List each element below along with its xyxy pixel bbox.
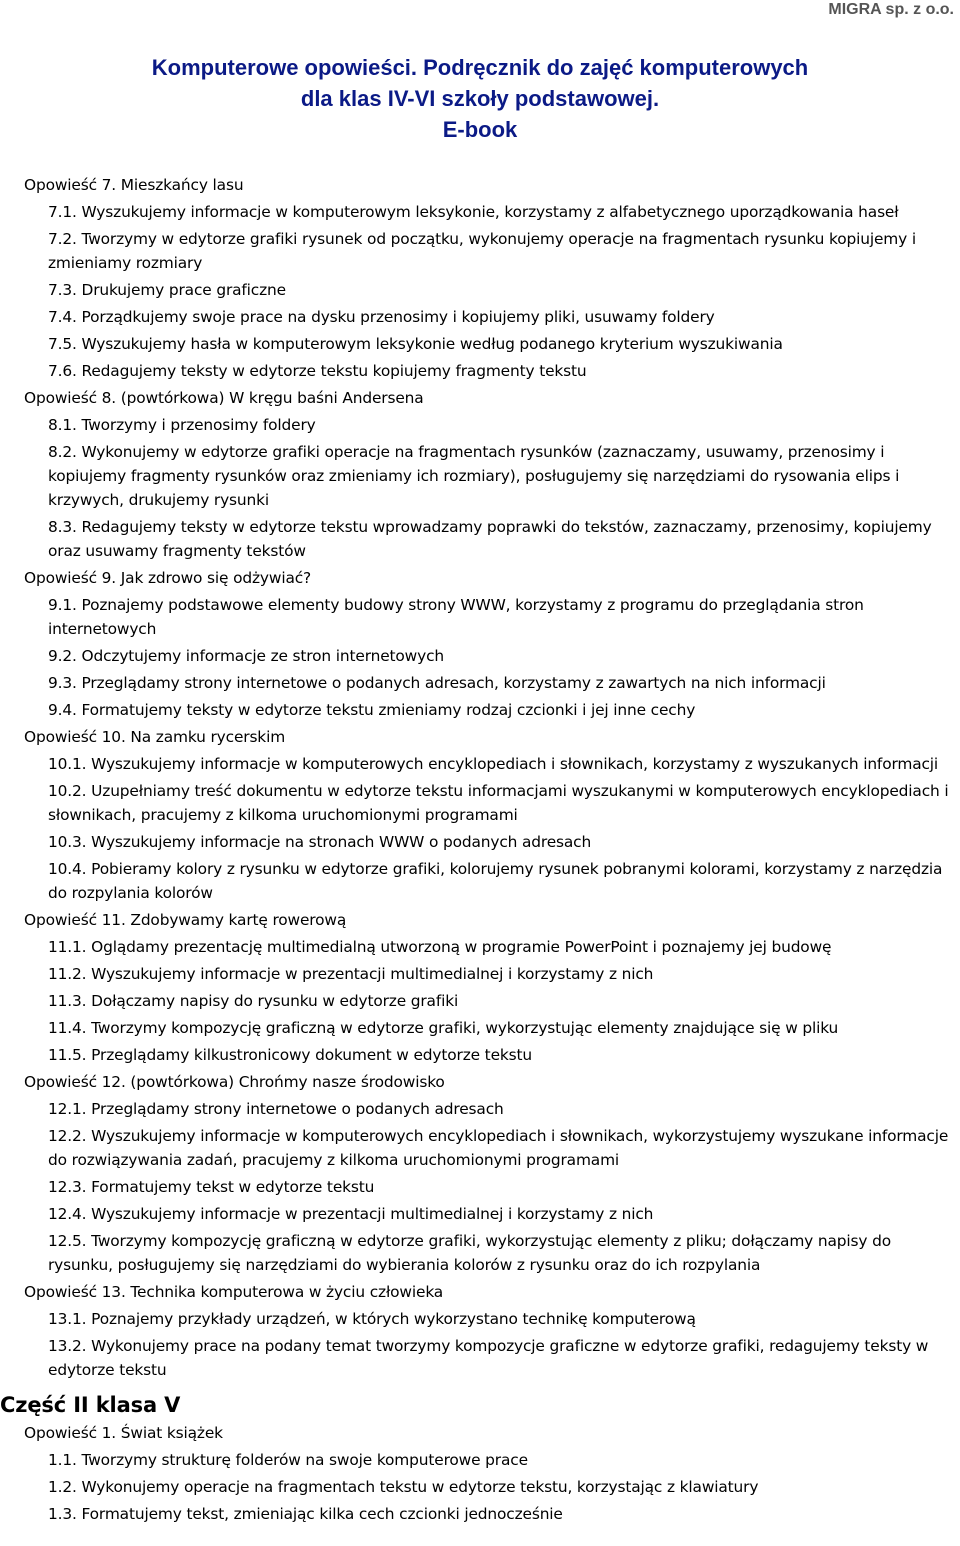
lesson-item: 11.1. Oglądamy prezentację multimedialną utworzoną w programie PowerPoint i poznajemy jej budowę bbox=[48, 938, 832, 956]
lesson-item: 7.6. Redagujemy teksty w edytorze tekstu kopiujemy fragmenty tekstu bbox=[48, 362, 587, 380]
story-heading: Opowieść 9. Jak zdrowo się odżywiać? bbox=[24, 569, 312, 587]
lesson-item: 8.3. Redagujemy teksty w edytorze tekstu wprowadzamy poprawki do tekstów, zaznaczamy, przenosimy, kopiujemy oraz usuwamy fragmenty tekstów bbox=[48, 518, 932, 560]
story-heading: Opowieść 7. Mieszkańcy lasu bbox=[24, 176, 244, 194]
story-heading: Opowieść 11. Zdobywamy kartę rowerową bbox=[24, 911, 347, 929]
lesson-item: 9.2. Odczytujemy informacje ze stron internetowych bbox=[48, 647, 444, 665]
lesson-item: 12.5. Tworzymy kompozycję graficzną w edytorze grafiki, wykorzystując elementy z pliku; dołączamy napisy do rysunku, posługujemy się narzędziami do wybierania kolorów z rysunku oraz do ich rozpylania bbox=[48, 1232, 891, 1274]
lesson-item: 10.1. Wyszukujemy informacje w komputerowych encyklopediach i słownikach, korzystamy z wyszukanych informacji bbox=[48, 755, 939, 773]
lesson-item: 1.3. Formatujemy tekst, zmieniając kilka cech czcionki jednocześnie bbox=[48, 1505, 563, 1523]
title-line-2: dla klas IV-VI szkoły podstawowej. bbox=[300, 86, 660, 111]
lesson-item: 9.3. Przeglądamy strony internetowe o podanych adresach, korzystamy z zawartych na nich informacji bbox=[48, 674, 826, 692]
lesson-item: 10.4. Pobieramy kolory z rysunku w edytorze grafiki, kolorujemy rysunek pobranymi kolorami, korzystamy z narzędzia do rozpylania kolorów bbox=[48, 860, 943, 902]
lesson-item: 12.2. Wyszukujemy informacje w komputerowych encyklopediach i słownikach, wykorzystujemy wyszukane informacje do rozwiązywania zadań, pracujemy z kilkoma uruchomionymi programami bbox=[48, 1127, 949, 1169]
lesson-item: 10.2. Uzupełniamy treść dokumentu w edytorze tekstu informacjami wyszukanymi w komputerowych encyklopediach i słownikach, pracujemy z kilkoma uruchomionymi programami bbox=[48, 782, 949, 824]
table-of-contents bbox=[0, 173, 960, 1529]
lesson-item: 8.1. Tworzymy i przenosimy foldery bbox=[48, 416, 316, 434]
lesson-item: 12.4. Wyszukujemy informacje w prezentacji multimedialnej i korzystamy z nich bbox=[48, 1205, 654, 1223]
lesson-item: 1.1. Tworzymy strukturę folderów na swoje komputerowe prace bbox=[48, 1451, 528, 1469]
lesson-item: 11.4. Tworzymy kompozycję graficzną w edytorze grafiki, wykorzystując elementy znajdujące się w pliku bbox=[48, 1019, 839, 1037]
lesson-item: 7.5. Wyszukujemy hasła w komputerowym leksykonie według podanego kryterium wyszukiwania bbox=[48, 335, 783, 353]
lesson-item: 1.2. Wykonujemy operacje na fragmentach tekstu w edytorze tekstu, korzystając z klawiatury bbox=[48, 1478, 759, 1496]
company-name: MIGRA sp. z o.o. bbox=[828, 1, 954, 18]
lesson-item: 7.2. Tworzymy w edytorze grafiki rysunek od początku, wykonujemy operacje na fragmentach rysunku kopiujemy i zmieniamy rozmiary bbox=[48, 230, 916, 272]
lesson-item: 13.1. Poznajemy przykłady urządzeń, w których wykorzystano technikę komputerową bbox=[48, 1310, 696, 1328]
lesson-item: 7.3. Drukujemy prace graficzne bbox=[48, 281, 286, 299]
lesson-item: 13.2. Wykonujemy prace na podany temat tworzymy kompozycje graficzne w edytorze grafiki, redagujemy teksty w edytorze tekstu bbox=[48, 1337, 929, 1379]
lesson-item: 12.1. Przeglądamy strony internetowe o podanych adresach bbox=[48, 1100, 504, 1118]
lesson-item: 9.4. Formatujemy teksty w edytorze tekstu zmieniamy rodzaj czcionki i jej inne cechy bbox=[48, 701, 696, 719]
story-heading: Opowieść 13. Technika komputerowa w życiu człowieka bbox=[24, 1283, 444, 1301]
lesson-item: 11.5. Przeglądamy kilkustronicowy dokument w edytorze tekstu bbox=[48, 1046, 533, 1064]
title-line-3: E-book bbox=[442, 117, 518, 142]
page-title bbox=[0, 52, 960, 145]
lesson-item: 7.1. Wyszukujemy informacje w komputerowym leksykonie, korzystamy z alfabetycznego uporządkowania haseł bbox=[48, 203, 899, 221]
story-heading: Opowieść 1. Świat książek bbox=[24, 1424, 223, 1442]
lesson-item: 11.2. Wyszukujemy informacje w prezentacji multimedialnej i korzystamy z nich bbox=[48, 965, 654, 983]
lesson-item: 7.4. Porządkujemy swoje prace na dysku przenosimy i kopiujemy pliki, usuwamy foldery bbox=[48, 308, 715, 326]
story-heading: Opowieść 10. Na zamku rycerskim bbox=[24, 728, 286, 746]
part-heading: Część II klasa V bbox=[0, 1393, 181, 1417]
lesson-item: 11.3. Dołączamy napisy do rysunku w edytorze grafiki bbox=[48, 992, 459, 1010]
story-heading: Opowieść 8. (powtórkowa) W kręgu baśni Andersena bbox=[24, 389, 424, 407]
lesson-item: 8.2. Wykonujemy w edytorze grafiki operacje na fragmentach rysunków (zaznaczamy, usuwamy, przenosimy i kopiujemy fragmenty rysunków oraz zmieniamy ich rozmiary), posługujemy się narzędziami do rysowania elips i krzywych, drukujemy rysunki bbox=[48, 443, 900, 509]
title-line-1: Komputerowe opowieści. Podręcznik do zajęć komputerowych bbox=[151, 55, 809, 80]
story-heading: Opowieść 12. (powtórkowa) Chrońmy nasze środowisko bbox=[24, 1073, 445, 1091]
lesson-item: 10.3. Wyszukujemy informacje na stronach WWW o podanych adresach bbox=[48, 833, 592, 851]
lesson-item: 12.3. Formatujemy tekst w edytorze tekstu bbox=[48, 1178, 375, 1196]
lesson-item: 9.1. Poznajemy podstawowe elementy budowy strony WWW, korzystamy z programu do przeglądania stron internetowych bbox=[48, 596, 864, 638]
